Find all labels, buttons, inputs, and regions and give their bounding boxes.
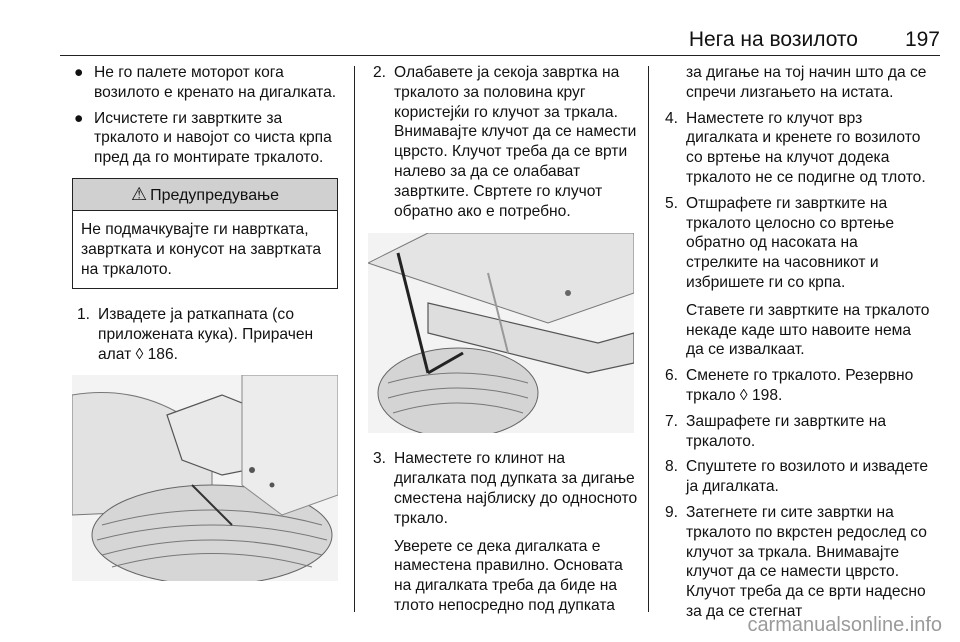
step-5 [660,194,932,360]
step-number: 4. [665,109,679,127]
wheel-wrench-illustration [368,233,634,433]
step-1 [72,305,342,364]
continued-text: за дигање на тој начин што да се спречи лизгањето на истата. [686,64,927,101]
step-number: 2. [373,64,387,81]
step-number: 8. [665,458,679,476]
step-text: Спуштете го возилото и извадете ја дигалката. [686,458,929,496]
step-text: Зашрафете ги завртките на тркалото. [686,412,886,450]
step-number: 9. [665,503,679,521]
column-3 [660,63,932,628]
step-4 [660,109,932,188]
step-text: Наместете го клучот врз дигалката и кренете го возилото со вртење на клучот додека тркалото не се подигне од тлото. [686,109,926,186]
bullet-text: Не го палете моторот кога возилото е кренато на дигалката. [94,64,337,101]
header-rule [60,55,940,56]
step-text: Отшрафете ги завртките на тркалото целосно со вртење обратно од насоката на стрелките на часовникот и избришете ги со крпа. [686,194,895,291]
step-3 [368,449,638,615]
step-number: 1. [77,306,91,324]
step-8 [660,457,932,497]
column-2 [368,63,638,622]
step-2 [368,63,638,221]
warning-triangle-icon: ⚠ [131,183,148,204]
bullet-marker: ● [74,64,84,81]
column-1 [72,63,342,581]
step-number: 7. [665,412,679,430]
warning-box [72,178,338,289]
column-divider-2 [648,66,649,612]
bullet-item [72,63,342,103]
step-number: 6. [665,367,679,385]
bullet-text: Исчистете ги завртките за тркалото и навојот со чиста крпа пред да го монтирате тркалото. [94,109,332,167]
step-text: Наместете го клинот на дигалката под дупката за дигање сместена најблиску до односното тркало. [394,450,638,527]
step-text: Затегнете ги сите завртки на тркалото по вкрстен редослед со клучот за тркала. Внимавајте клучот да се намести цврсто. Клучот треба да се врти надесно за да се стегнат [686,503,927,620]
page-number: 197 [904,28,940,51]
step-text: Извадете ја раткапната (со приложената кука). Прирачен алат ◊ 186. [98,306,314,363]
step-6 [660,366,932,406]
warning-title: Предупредување [150,186,279,204]
step-text-continued: Ставете ги завртките на тркалото некаде каде што навоите нема да се извалкаат. [686,301,930,359]
watermark: carmanualsonline.info [747,614,942,636]
step-text-continued: Уверете се дека дигалката е наместена правилно. Основата на дигалката треба да биде на тлото непосредно под дупката [394,537,623,614]
hubcap-removal-illustration [72,375,338,581]
step-7 [660,412,932,452]
step-9 [660,503,932,622]
page-header [60,28,940,58]
warning-text: Не подмачкувајте ги навртката, завртката и конусот на завртката на тркалото. [81,220,322,278]
bullet-marker: ● [74,109,84,127]
warning-header [73,179,337,211]
step-number: 5. [665,194,679,212]
step-text: Сменете го тркалото. Резервно тркало ◊ 198. [686,367,914,404]
step-text: Олабавете ја секоја завртка на тркалото за половина круг користејќи го клучот за тркала. Внимавајте клучот да се намести цврсто. Клучот треба да се врти налево за да се олабават завртките. Свртете го клучот обратно ако е потребно. [394,64,637,220]
section-title: Нега на возилото [688,28,858,51]
column-divider-1 [354,66,355,612]
bullet-item [72,109,342,168]
step-number: 3. [373,450,387,468]
